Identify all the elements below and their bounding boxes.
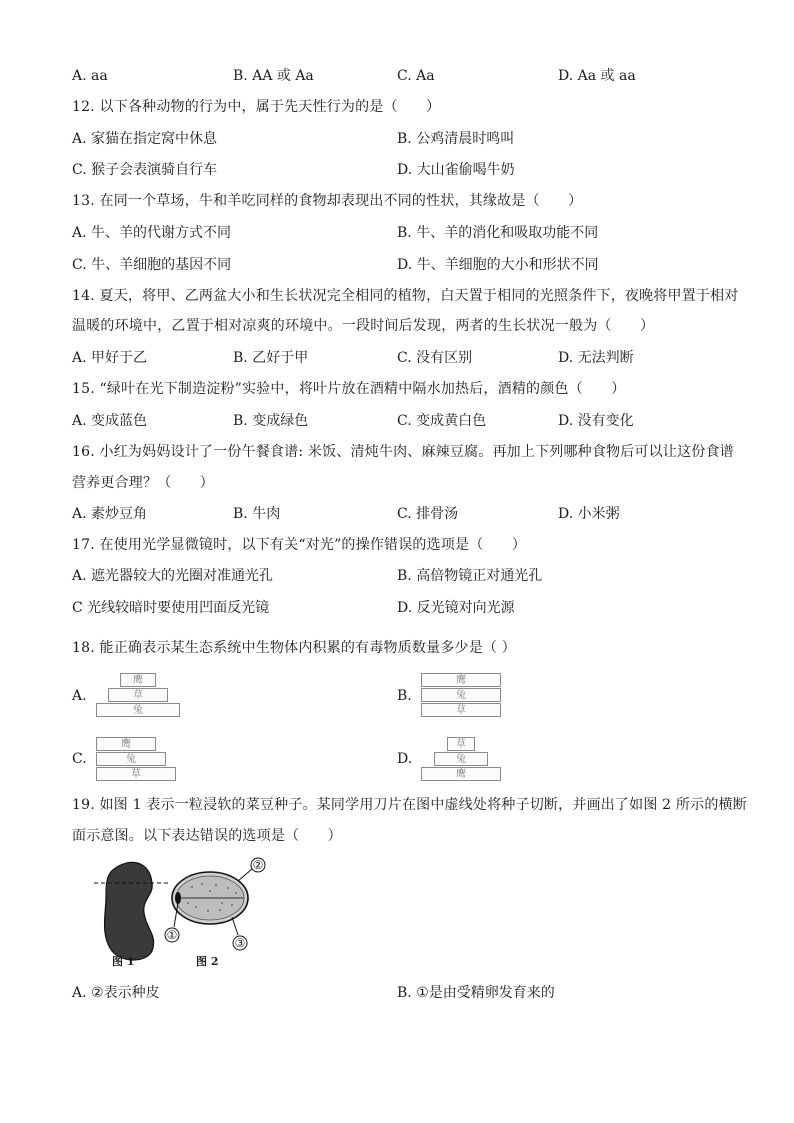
q18-c-level-middle: 兔 <box>96 752 166 766</box>
q17-option-d: D. 反光镜对向光源 <box>397 600 515 616</box>
q18-option-c-pyramid <box>96 737 176 783</box>
q14-option-a: A. 甲好于乙 <box>72 350 148 366</box>
q12-option-d: D. 大山雀偷喝牛奶 <box>397 162 515 178</box>
q18-option-a-label: A. <box>72 688 87 704</box>
q12-options-row1 <box>72 128 726 150</box>
q12-stem: 12. 以下各种动物的行为中，属于先天性行为的是（ ） <box>72 99 441 115</box>
q18-d-level-bottom: 鹰 <box>421 767 501 781</box>
q13-option-d: D. 牛、羊细胞的大小和形状不同 <box>397 257 599 273</box>
q16-option-d: D. 小米粥 <box>558 506 620 522</box>
leader-3 <box>232 917 238 935</box>
q19-stem-line1: 19. 如图 1 表示一粒浸软的菜豆种子。某同学用刀片在图中虚线处将种子切断，并画出了如图 2 所示的横断 <box>72 797 747 813</box>
q11-option-a: A. aa <box>72 68 108 84</box>
q14-options <box>72 347 726 369</box>
fig2-embryo-mark <box>175 892 181 904</box>
q11-option-d: D. Aa 或 aa <box>558 68 636 84</box>
q11-options <box>72 65 726 87</box>
q16-options <box>72 503 726 525</box>
q15-option-d: D. 没有变化 <box>558 413 634 429</box>
q14-option-d: D. 无法判断 <box>558 350 634 366</box>
q12-option-b: B. 公鸡清晨时鸣叫 <box>397 131 515 147</box>
fig1-caption: 图 1 <box>112 955 135 968</box>
q19-stem-line2: 面示意图。以下表达错误的选项是（ ） <box>72 828 342 844</box>
q18-option-a-pyramid <box>96 673 180 719</box>
marker-2: ② <box>252 858 264 872</box>
q17-option-b: B. 高倍物镜正对通光孔 <box>397 568 543 584</box>
leader-2 <box>238 869 252 881</box>
q17-stem: 17. 在使用光学显微镜时，以下有关“对光”的操作错误的选项是（ ） <box>72 537 527 553</box>
q18-a-level-middle: 草 <box>108 688 168 702</box>
marker-3: ③ <box>234 936 246 950</box>
q16-option-b: B. 牛肉 <box>233 506 281 522</box>
q18-option-d-label: D. <box>397 751 413 767</box>
q18-c-level-top: 鹰 <box>96 737 156 751</box>
q15-option-c: C. 变成黄白色 <box>397 413 487 429</box>
q11-option-b: B. AA 或 Aa <box>233 68 314 84</box>
q18-d-level-middle: 兔 <box>434 752 488 766</box>
q19-option-b: B. ①是由受精卵发育来的 <box>397 985 555 1001</box>
q18-c-level-bottom: 草 <box>96 767 176 781</box>
q11-option-c: C. Aa <box>397 68 435 84</box>
q18-option-b-label: B. <box>397 688 412 704</box>
q15-option-b: B. 变成绿色 <box>233 413 309 429</box>
q12-option-a: A. 家猫在指定窝中休息 <box>72 131 218 147</box>
q18-b-level-top: 鹰 <box>421 673 501 687</box>
q17-option-c: C 光线较暗时要使用凹面反光镜 <box>72 600 270 616</box>
q13-stem: 13. 在同一个草场，牛和羊吃同样的食物却表现出不同的性状，其缘故是（ ） <box>72 193 583 209</box>
q19-options <box>72 982 726 1004</box>
q12-options-row2 <box>72 159 726 181</box>
q16-stem-line2: 营养更合理？（ ） <box>72 475 214 491</box>
q14-option-c: C. 没有区别 <box>397 350 473 366</box>
q13-options-row2 <box>72 254 726 276</box>
q17-options-row1 <box>72 565 726 587</box>
q18-stem: 18. 能正确表示某生态系统中生物体内积累的有毒物质数量多少是（ ） <box>72 640 516 656</box>
q15-options <box>72 410 726 432</box>
q13-option-b: B. 牛、羊的消化和吸取功能不同 <box>397 225 599 241</box>
q19-bean-figure <box>92 855 272 971</box>
q16-option-a: A. 素炒豆角 <box>72 506 148 522</box>
q18-a-level-bottom: 兔 <box>96 703 180 717</box>
q18-a-level-top: 鹰 <box>120 673 156 687</box>
q17-options-row2 <box>72 597 726 619</box>
q18-d-level-top: 草 <box>447 737 475 751</box>
fig1-bean-shape <box>105 862 154 960</box>
q16-stem-line1: 16. 小红为妈妈设计了一份午餐食谱: 米饭、清炖牛肉、麻辣豆腐。再加上下列哪种食物后可以让这份食谱 <box>72 444 734 460</box>
q18-option-c-label: C. <box>72 751 87 767</box>
q18-option-d-pyramid <box>421 737 501 783</box>
q18-option-b-pyramid <box>421 673 501 719</box>
q15-stem: 15. “绿叶在光下制造淀粉”实验中，将叶片放在酒精中隔水加热后，酒精的颜色（ ） <box>72 381 626 397</box>
q17-option-a: A. 遮光器较大的光圈对准通光孔 <box>72 568 274 584</box>
q16-option-c: C. 排骨汤 <box>397 506 459 522</box>
q18-b-level-bottom: 草 <box>421 703 501 717</box>
q13-option-c: C. 牛、羊细胞的基因不同 <box>72 257 232 273</box>
q14-option-b: B. 乙好于甲 <box>233 350 309 366</box>
q12-option-c: C. 猴子会表演骑自行车 <box>72 162 218 178</box>
q19-option-a: A. ②表示种皮 <box>72 985 160 1001</box>
q18-b-level-middle: 兔 <box>421 688 501 702</box>
q14-stem-line2: 温暖的环境中，乙置于相对凉爽的环境中。一段时间后发现，两者的生长状况一般为（ ） <box>72 318 655 334</box>
q13-option-a: A. 牛、羊的代谢方式不同 <box>72 225 232 241</box>
fig2-caption: 图 2 <box>196 955 219 968</box>
q13-options-row1 <box>72 222 726 244</box>
q15-option-a: A. 变成蓝色 <box>72 413 148 429</box>
marker-1: ① <box>166 928 178 942</box>
q14-stem-line1: 14. 夏天，将甲、乙两盆大小和生长状况完全相同的植物，白天置于相同的光照条件下，夜晚将甲置于相对 <box>72 288 739 304</box>
